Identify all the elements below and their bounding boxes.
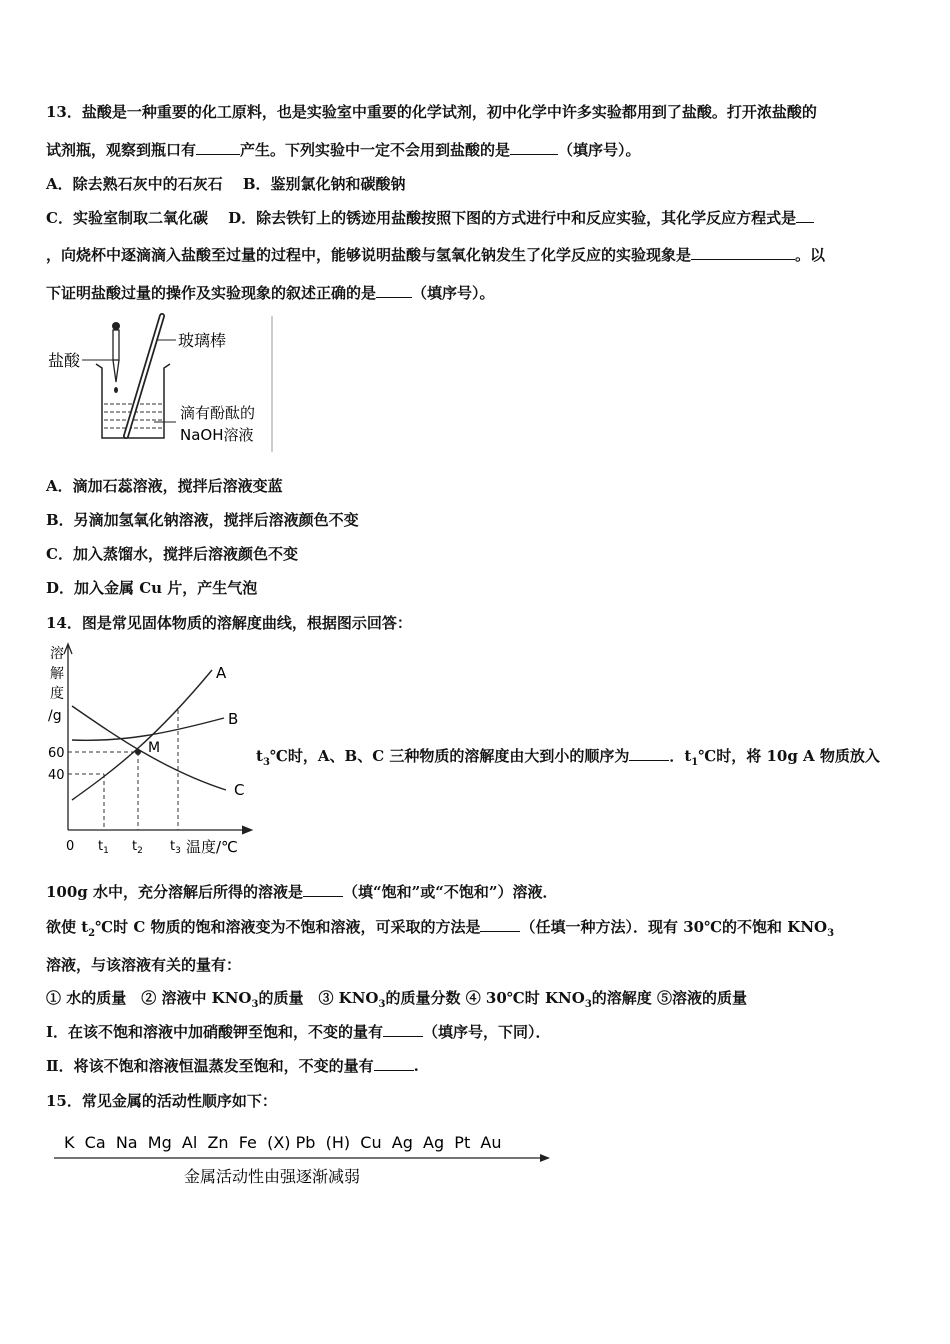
y-tick-40: 40 [48,768,65,783]
y-axis-label: 度 [50,686,64,702]
dropper-bulb [112,322,120,330]
q14-text: . [413,1057,419,1075]
answer-blank[interactable] [480,917,520,932]
q14-items [46,988,747,1015]
label-solution-2: NaOH溶液 [180,426,254,444]
q14-text: ℃时，A、B、C 三种物质的溶解度由大到小的顺序为 [269,747,630,765]
q14-line-100g [46,882,558,902]
answer-blank[interactable] [376,283,412,298]
q14-text: ① 水的质量 ② 溶液中 KNO [46,989,252,1007]
beaker-outline [96,364,170,438]
dropper-tube [113,330,119,360]
q14-text: ℃时，将 10g A 物质放入 [698,747,880,765]
q14-title: 14．图是常见固体物质的溶解度曲线，根据图示回答： [46,614,412,632]
metal-activity-series [52,1126,556,1192]
x-tick-t2: $t_2$ [132,839,143,856]
q14-part-1 [46,1022,551,1042]
q14-text: 2 [88,928,96,939]
series-caption: 金属活动性由强逐渐减弱 [184,1167,361,1186]
q13-line-4 [46,208,814,228]
q14-text: 的质量分数 ④ 30℃时 KNO [385,989,585,1007]
y-tick-60: 60 [48,746,65,761]
q14-text: 3 [827,928,835,939]
q13-text: （填序号）。 [412,284,495,302]
label-glass-rod: 玻璃棒 [178,331,227,350]
metal-series-text: K Ca Na Mg Al Zn Fe (X) Pb (H) Cu Ag Ag Pt Au [64,1133,502,1152]
y-axis-label: 溶 [50,646,64,662]
q13-option-d: D．加入金属 Cu 片，产生气泡 [46,579,258,597]
q14-text: 欲使 t [46,918,89,936]
q13-text: C．实验室制取二氧化碳 D．除去铁钉上的锈迹用盐酸按照下图的方式进行中和反应实验，其化学反应方程式是 [46,209,797,227]
q14-part-2 [46,1056,419,1076]
answer-blank[interactable] [383,1022,423,1037]
q13-line-2 [46,140,641,160]
x-tick-t1: $t_1$ [98,839,109,856]
q13-text: 产生。下列实验中一定不会用到盐酸的是 [240,141,511,159]
answer-blank[interactable] [629,746,669,761]
curve-a [72,670,212,800]
answer-blank[interactable] [303,882,343,897]
answer-blank[interactable] [196,140,240,155]
beaker-figure [44,312,278,454]
q14-line-solution: 溶液，与该溶液有关的量有： [46,956,242,974]
curve-label-c: C [234,781,245,799]
q13-text: （填序号）。 [558,141,641,159]
curve-label-b: B [228,710,239,728]
q14-text: 的溶解度 ⑤溶液的质量 [591,989,748,1007]
q14-text: Ⅰ．在该不饱和溶液中加硝酸钾至饱和，不变的量有 [46,1023,384,1041]
q15-title: 15．常见金属的活动性顺序如下： [46,1092,277,1110]
q14-text: （填“饱和”或“不饱和”）溶液． [343,883,558,901]
label-solution-1: 滴有酚酞的 [180,404,256,422]
answer-blank[interactable] [510,140,558,155]
solubility-chart [44,640,258,860]
q14-text: （填序号，下同）． [423,1023,551,1041]
q13-option-b: B．另滴加氢氧化钠溶液，搅拌后溶液颜色不变 [46,511,359,529]
q14-text: 3 [584,999,592,1010]
label-hydrochloric-acid: 盐酸 [48,351,81,370]
curve-label-a: A [216,664,227,682]
q13-text: 下证明盐酸过量的操作及实验现象的叙述正确的是 [46,284,377,302]
series-arrow-head [540,1154,550,1162]
answer-blank[interactable] [691,245,795,260]
q13-option-c: C．加入蒸馏水，搅拌后溶液颜色不变 [46,545,298,563]
q14-text: 3 [262,757,270,768]
answer-blank[interactable] [374,1056,414,1071]
origin-label: 0 [66,839,75,854]
x-tick-t3: $t_3$ [170,839,181,856]
q14-text: 的质量 ③ KNO [258,989,379,1007]
q14-text: （任填一种方法）．现有 30℃的不饱和 KNO [520,918,828,936]
q13-option-a: A．滴加石蕊溶液，搅拌后溶液变蓝 [46,477,283,495]
q14-text: ℃时 C 物质的饱和溶液变为不饱和溶液，可采取的方法是 [95,918,481,936]
q13-line-6 [46,283,495,303]
q14-text: Ⅱ．将该不饱和溶液恒温蒸发至饱和，不变的量有 [46,1057,374,1075]
q14-side-text [256,746,880,773]
q13-text: ，向烧杯中逐滴滴入盐酸至过量的过程中，能够说明盐酸与氢氧化钠发生了化学反应的实验现象是 [46,246,692,264]
q14-text: 100g 水中，充分溶解后所得的溶液是 [46,883,304,901]
drop [114,387,118,393]
q14-text: 3 [251,999,259,1010]
q13-text: 。以 [795,246,826,264]
y-axis-label: /g [48,708,62,724]
q13-option-ab: A．除去熟石灰中的石灰石 B．鉴别氯化钠和碳酸钠 [46,175,406,193]
q14-text: ．t [669,747,692,765]
q13-text: 试剂瓶，观察到瓶口有 [46,141,197,159]
q14-text: 3 [378,999,386,1010]
y-axis-label: 解 [50,666,64,682]
q13-line-1: 13．盐酸是一种重要的化工原料，也是实验室中重要的化学试剂，初中化学中许多实验都用到了盐酸。打开浓盐酸的 [46,103,817,121]
q14-line-c [46,917,834,944]
q14-text: 1 [691,757,699,768]
x-axis-label: 温度/℃ [186,838,238,856]
q14-text: t [256,747,263,765]
answer-blank[interactable] [796,208,814,223]
q13-line-5 [46,245,825,265]
intersection-point-m [135,749,141,755]
point-label-m: M [148,740,161,756]
